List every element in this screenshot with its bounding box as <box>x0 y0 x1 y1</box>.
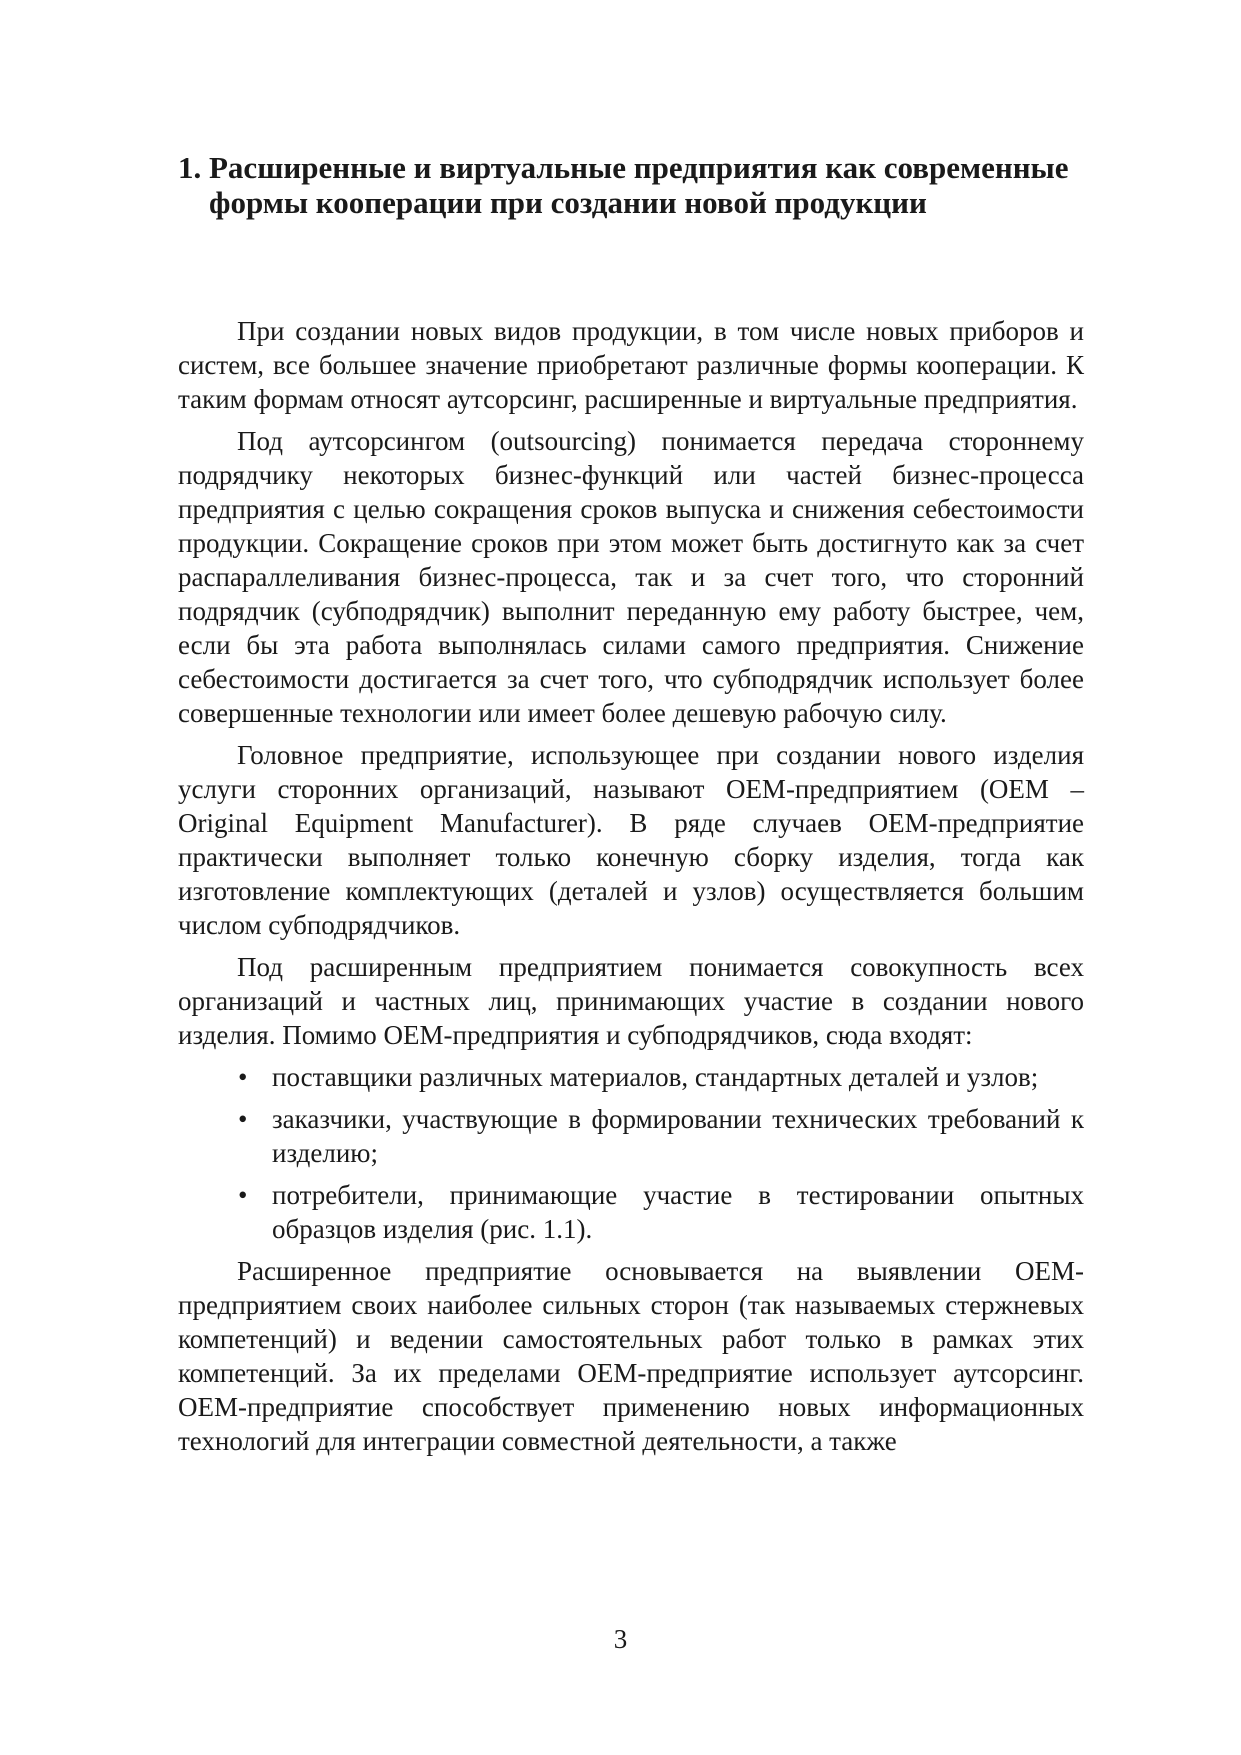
list-item-text: заказчики, участвующие в формировании технических требований к изделию; <box>272 1104 1084 1168</box>
chapter-number: 1. <box>178 150 202 185</box>
paragraph-outsourcing: Под аутсорсингом (outsourcing) понимается передача стороннему подрядчику некоторых бизнес-функций или частей бизнес-процесса предприятия с целью сокращения сроков выпуска и снижения себестоимости продукции. Сокращение сроков при этом может быть достигнуто как за счет распараллеливания бизнес-процесса, так и за счет того, что сторонний подрядчик (субподрядчик) выполнит переданную ему работу быстрее, чем, если бы эта работа выполнялась силами самого предприятия. Снижение себестоимости достигается за счет того, что субподрядчик использует более совершенные технологии или имеет более дешевую рабочую силу. <box>178 426 1084 728</box>
list-item <box>178 1060 1084 1094</box>
bullet-icon: • <box>238 1062 248 1092</box>
participants-list <box>178 1060 1084 1246</box>
paragraph-oem: Головное предприятие, использующее при создании нового изделия услуги сторонних организаций, называют OEM-предприятием (OEM – Original Equipment Manufacturer). В ряде случаев OEM-предприятие практически выполняет только конечную сборку изделия, тогда как изготовление комплектующих (деталей и узлов) осуществляется большим числом субподрядчиков. <box>178 740 1084 940</box>
paragraph-core-competencies: Расширенное предприятие основывается на выявлении OEM-предприятием своих наиболее сильных сторон (так называемых стержневых компетенций) и ведении самостоятельных работ только в рамках этих компетенций. За их пределами OEM-предприятие использует аутсорсинг. OEM-предприятие способствует применению новых информационных технологий для интеграции совместной деятельности, а также <box>178 1256 1084 1456</box>
list-item <box>178 1178 1084 1246</box>
chapter-heading <box>178 150 1078 220</box>
list-item <box>178 1102 1084 1170</box>
body-text <box>178 314 1084 1466</box>
paragraph-intro: При создании новых видов продукции, в том числе новых приборов и систем, все большее значение приобретают различные формы кооперации. К таким формам относят аутсорсинг, расширенные и виртуальные предприятия. <box>178 316 1084 414</box>
bullet-icon: • <box>238 1180 248 1210</box>
list-item-text: потребители, принимающие участие в тестировании опытных образцов изделия (рис. 1.1). <box>272 1180 1084 1244</box>
bullet-icon: • <box>238 1104 248 1134</box>
paragraph-extended-enterprise: Под расширенным предприятием понимается совокупность всех организаций и частных лиц, принимающих участие в создании нового изделия. Помимо OEM-предприятия и субподрядчиков, сюда входят: <box>178 952 1084 1050</box>
chapter-title: Расширенные и виртуальные предприятия как современные формы кооперации при создании новой продукции <box>209 150 1069 220</box>
list-item-text: поставщики различных материалов, стандартных деталей и узлов; <box>272 1062 1039 1092</box>
page-number: 3 <box>613 1624 628 1654</box>
